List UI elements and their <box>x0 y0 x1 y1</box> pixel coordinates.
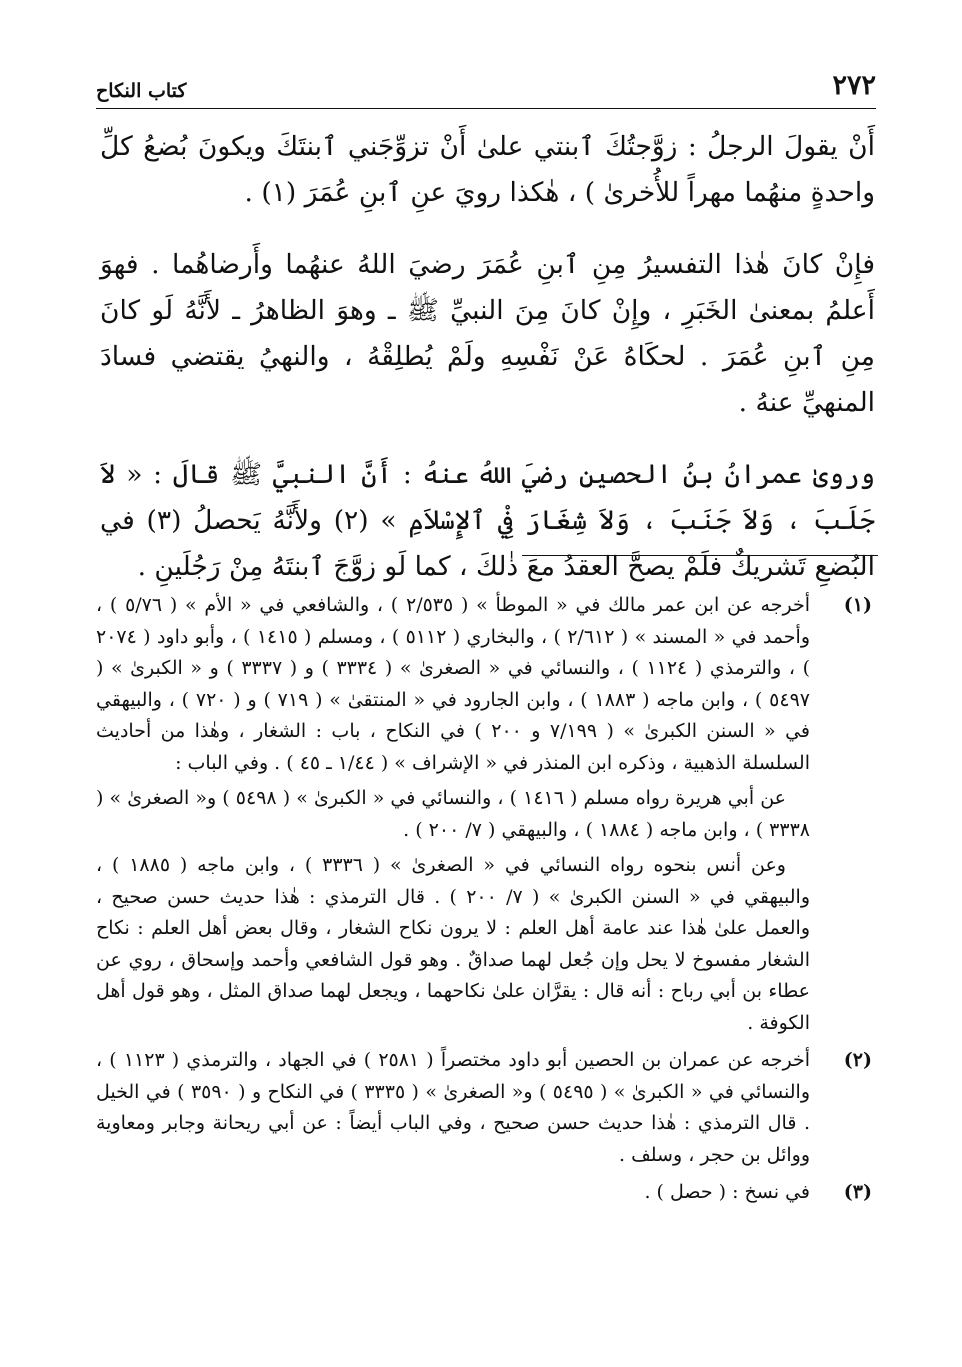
running-title: كتاب النكاح <box>96 80 187 102</box>
footnote-paragraph: في نسخ : ( حصل ) . <box>644 1181 810 1203</box>
footnote-number: (٢) <box>843 1049 872 1071</box>
footnote-body <box>96 590 822 1043</box>
body-paragraph-1: أَنْ يقولَ الرجلُ : زوَّجتُكَ ٱبنتي علىٰ أَنْ تزوِّجَني ٱبنتَكَ ويكونَ بُضعُ كلِّ واحدةٍ منهُما مهراً للأُخرىٰ ) ، هٰكذا رويَ عنِ ٱبنِ عُمَرَ (١) . <box>100 131 875 208</box>
footnote-number: (٣) <box>843 1181 872 1203</box>
footnote-divider <box>522 555 878 556</box>
body-paragraph-2: فإِنْ كانَ هٰذا التفسيرُ مِنِ ٱبنِ عُمَرَ رضيَ اللهُ عنهُما وأَرضاهُما . فهوَ أَعلمُ بمعنىٰ الخَبَرِ ، وإِنْ كانَ مِنَ النبيِّ ﷺ ـ وهوَ الظاهرُ ـ لأَنَّهُ لَو كانَ مِنِ ٱبنِ عُمَرَ . لحكَاهُ عَنْ نَفْسِهِ ولَمْ يُطلِقْهُ ، والنهيُ يقتضي فسادَ المنهيِّ عنهُ . <box>100 249 875 418</box>
footnote-number: (١) <box>843 594 872 616</box>
body-paragraph-3: وروىٰ عمرانُ بنُ الحصينِ رضيَ اللهُ عنهُ : أَنَّ النبيَّ ﷺ قالَ : « لاَ جَلَبَ ، وَلاَ جَنَبَ ، وَلاَ شِغَارَ فِيْ ٱلإِسْلاَمِ » (٢) ولأَنَّهُ يَحصلُ (٣) في البُضعِ تَشريكٌ فلَمْ يصحَّ العقدُ معَ ذٰلكَ ، كما لَو زوَّجَ ٱبنتَهُ مِنْ رَجُلَينِ . <box>100 459 875 582</box>
footnote-2 <box>96 1045 878 1175</box>
footnote-paragraph: أخرجه عن عمران بن الحصين أبو داود مختصراً ( ٢٥٨١ ) في الجهاد ، والترمذي ( ١١٢٣ ) ، والنسائي في « الكبرىٰ » ( ٥٤٩٥ ) و« الصغرىٰ » ( ٣٣٣٥ ) في النكاح و ( ٣٥٩٠ ) في الخيل . قال الترمذي : هٰذا حديث حسن صحيح ، وفي الباب أيضاً : عن أبي ريحانة وجابر ومعاوية ووائل بن حجر ، وسلف . <box>96 1049 810 1166</box>
footnote-paragraph: أخرجه عن ابن عمر مالك في « الموطأ » ( ٢/٥٣٥ ) ، والشافعي في « الأم » ( ٥/٧٦ ) ، وأحمد في « المسند » ( ٢/٦١٢ ) ، والبخاري ( ٥١١٢ ) ، ومسلم ( ١٤١٥ ) ، وأبو داود ( ٢٠٧٤ ) ، والترمذي ( ١١٢٤ ) ، والنسائي في « الصغرىٰ » ( ٣٣٣٤ ) و ( ٣٣٣٧ ) و « الكبرىٰ » ( ٥٤٩٧ ) ، وابن ماجه ( ١٨٨٣ ) ، وابن الجارود في « المنتقىٰ » ( ٧١٩ ) و ( ٧٢٠ ) ، والبيهقي في « السنن الكبرىٰ » ( ٧/١٩٩ و ٢٠٠ ) في النكاح ، باب : الشغار ، وهٰذا من أحاديث السلسلة الذهبية ، وذكره ابن المنذر في « الإشراف » ( ١/٤٤ ـ ٤٥ ) . وفي الباب : <box>96 594 810 774</box>
header-divider <box>96 108 876 109</box>
footnote-3 <box>96 1177 878 1213</box>
page-header <box>96 70 876 108</box>
footnote-1 <box>96 590 878 1043</box>
footnote-body <box>96 1045 822 1175</box>
footnote-paragraph: وعن أنس بنحوه رواه النسائي في « الصغرىٰ » ( ٣٣٣٦ ) ، وابن ماجه ( ١٨٨٥ ) ، والبيهقي في « السنن الكبرىٰ » ( ٧/ ٢٠٠ ) . قال الترمذي : هٰذا حديث حسن صحيح ، والعمل علىٰ هٰذا عند عامة أهل العلم : لا يرون نكاح الشغار ، وقال بعض أهل العلم : نكاح الشغار مفسوخ لا يحل وإن جُعل لهما صداقٌ . وهو قول الشافعي وأحمد وإسحاق ، روي عن عطاء بن أبي رباح : أنه قال : يقرَّان علىٰ نكاحهما ، ويجعل لهما صداق المثل ، وهو قول أهل الكوفة . <box>96 854 811 1034</box>
footnote-paragraph: عن أبي هريرة رواه مسلم ( ١٤١٦ ) ، والنسائي في « الكبرىٰ » ( ٥٤٩٨ ) و« الصغرىٰ » ( ٣٣٣٨ ) ، وابن ماجه ( ١٨٨٤ ) ، والبيهقي ( ٧/ ٢٠٠ ) . <box>96 787 810 841</box>
page-number: ٢٧٢ <box>832 70 876 101</box>
footnotes <box>96 590 878 1215</box>
main-text <box>100 124 875 616</box>
footnote-body <box>96 1177 822 1213</box>
